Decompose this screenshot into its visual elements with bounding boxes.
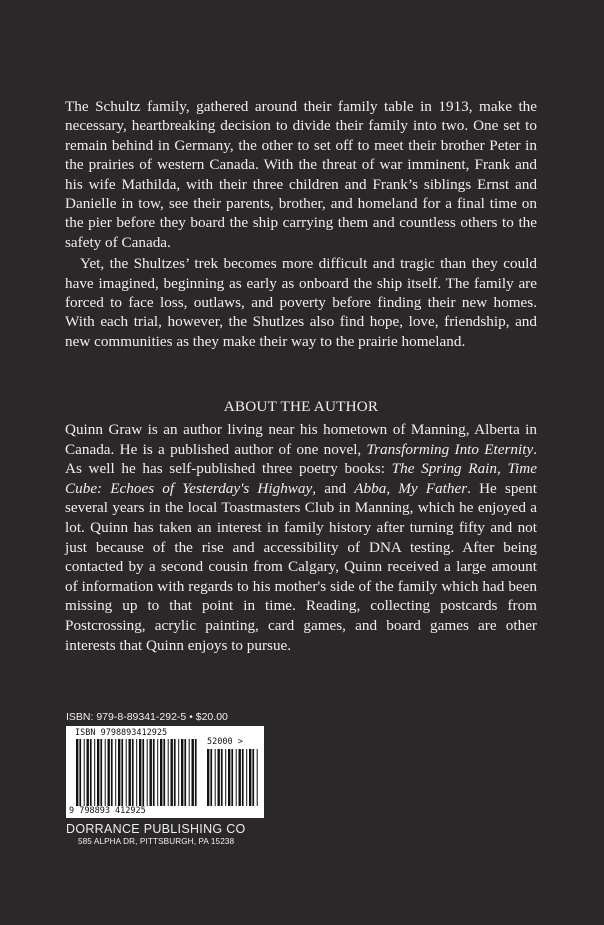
publisher-name: DORRANCE PUBLISHING CO [66,822,246,836]
about-author-text [65,420,537,655]
about-text-part: , and [312,479,355,497]
barcode-isbn-label: ISBN 9798893412925 [75,728,168,738]
poetry-titles: The Spring Rain, Time Cube: Echoes of Yesterday's Highway [65,460,537,497]
about-text-part: Quinn Graw is an author living near his hometown of Manning, Alberta in Canada. He is a published author of one novel, [65,421,537,458]
barcode-digits: 9 798893 412925 [69,806,146,816]
about-author-paragraph [65,420,537,655]
about-text-part: . He spent several years in the local Toastmasters Club in Manning, which he enjoyed a lot. Quinn has taken an interest in family history after turning fifty and not just because of the rise and accessibility of DNA testing. After being contacted by a second cousin from Calgary, Quinn received a large amount of information with regards to his mother's side of the family which had been missing up to that point in time. Reading, collecting postcards from Postcrossing, acrylic painting, card games, and board games are other interests that Quinn enjoys to pursue. [65,479,537,654]
back-cover-blurb [65,97,537,351]
about-text-part: . As well he has self-published three poetry books: [65,440,537,478]
barcode-price-code: 52000 > [207,737,243,747]
publisher-address: 585 ALPHA DR, PITTSBURGH, PA 15238 [78,837,235,846]
novel-title: Transforming Into Eternity [366,440,534,458]
poetry-title-abba: Abba, My Father [354,479,468,497]
blurb-paragraph-2: Yet, the Shultzes’ trek becomes more difficult and tragic than they could have imagined, beginning as early as onboard the ship itself. The family are forced to face loss, outlaws, and poverty before finding their new homes. With each trial, however, the Shutlzes also find hope, love, friendship, and new communities as they make their way to the prairie homeland. [65,255,537,350]
blurb-paragraph-1: The Schultz family, gathered around their family table in 1913, make the necessary, heartbreaking decision to divide their family into two. One set to remain behind in Germany, the other to set off to meet their brother Peter in the prairies of western Canada. With the threat of war imminent, Frank and his wife Mathilda, with their three children and Frank’s siblings Ernst and Danielle in tow, see their parents, brother, and homeland for a final time on the pier before they board the ship carrying them and countless others to the safety of Canada. [65,98,537,251]
about-author-heading: ABOUT THE AUTHOR [223,398,379,415]
barcode [66,726,264,818]
isbn-price-line: ISBN: 979-8-89341-292-5 • $20.00 [66,711,228,723]
